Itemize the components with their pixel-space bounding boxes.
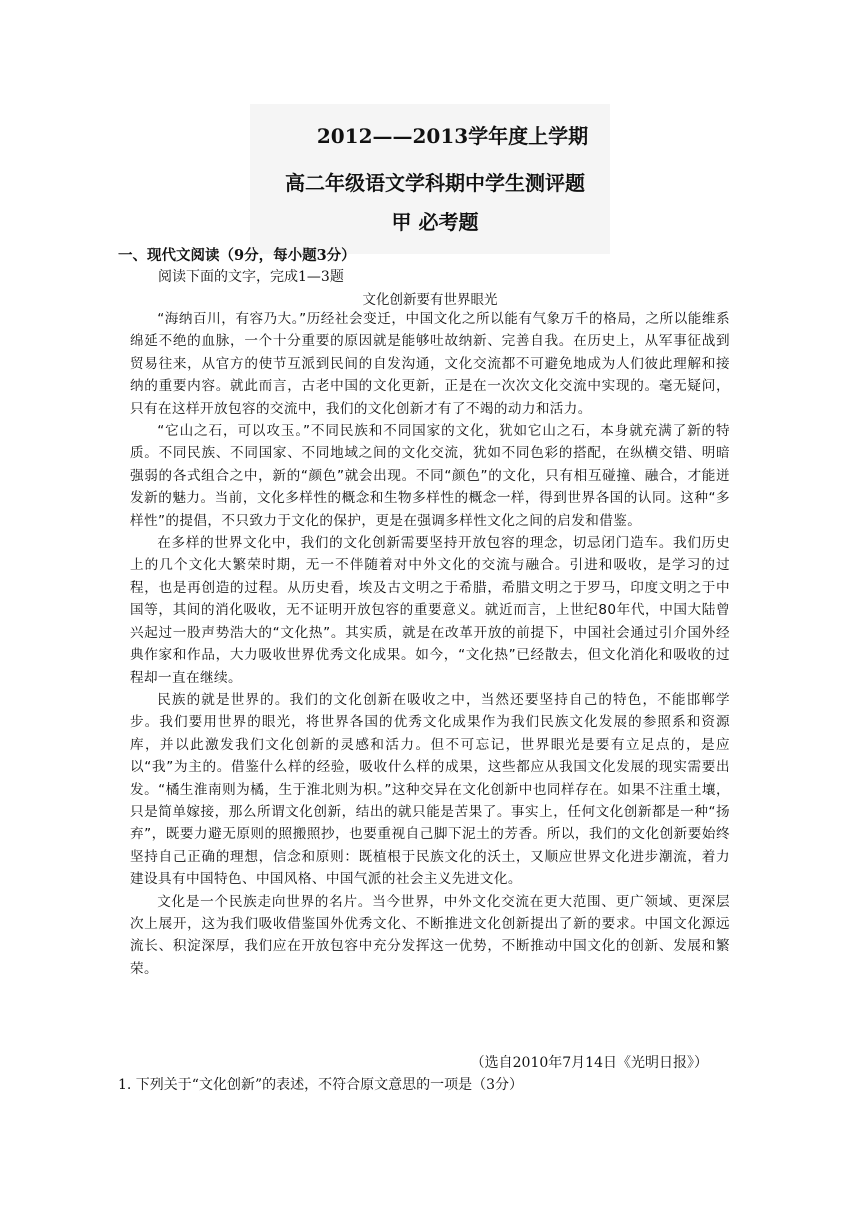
article-paragraph: “海纳百川，有容乃大。”历经社会变迁，中国文化之所以能有气象万千的格局，之所以能维系绵延不绝的血脉，一个十分重要的原因就是能够吐故纳新、完善自我。在历史上，从军事征战到贸易往来，从官方的使节互派到民间的自发沟通，文化交流都不可避免地成为人们彼此理解和接纳的重要内容。就此而言，古老中国的文化更新，正是在一次次文化交流中实现的。毫无疑问，只有在这样开放包容的交流中，我们的文化创新才有了不竭的动力和活力。 — [130, 311, 730, 417]
article-body — [130, 308, 730, 980]
article-title: 文化创新要有世界眼光 — [362, 292, 498, 308]
exam-title: 高二年级语文学科期中学生测评题 — [285, 171, 585, 195]
reading-instruction: 阅读下面的文字，完成1—3题 — [158, 269, 344, 285]
year-line: 2012——2013学年度上学期 — [316, 124, 589, 148]
article-paragraph: 在多样的世界文化中，我们的文化创新需要坚持开放包容的理念，切忌闭门造车。我们历史上的几个文化大繁荣时期，无一不伴随着对中外文化的交流与融合。引进和吸收，是学习的过程，也是再创造的过程。从历史看，埃及古文明之于希腊，希腊文明之于罗马，印度文明之于中国等，其间的消化吸收，无不证明开放包容的重要意义。就近而言，上世纪80年代，中国大陆曾兴起过一股声势浩大的“文化热”。其实质，就是在改革开放的前提下，中国社会通过引介国外经典作家和作品，大力吸收世界优秀文化成果。如今，“文化热”已经散去，但文化消化和吸收的过程却一直在继续。 — [130, 535, 730, 686]
article-paragraph: “它山之石，可以攻玉。”不同民族和不同国家的文化，犹如它山之石，本身就充满了新的特质。不同民族、不同国家、不同地域之间的文化交流，犹如不同色彩的搭配，在纵横交错、明暗强弱的各式组合之中，新的“颜色”就会出现。不同“颜色”的文化，只有相互碰撞、融合，才能迸发新的魅力。当前，文化多样性的概念和生物多样性的概念一样，得到世界各国的认同。这种“多样性”的提倡，不只致力于文化的保护，更是在强调多样性文化之间的启发和借鉴。 — [130, 423, 730, 529]
article-paragraph: 文化是一个民族走向世界的名片。当今世界，中外文化交流在更大范围、更广领域、更深层次上展开，这为我们吸收借鉴国外优秀文化、不断推进文化创新提出了新的要求。中国文化源远流长、积淀深厚，我们应在开放包容中充分发挥这一优势，不断推动中国文化的创新、发展和繁荣。 — [130, 893, 730, 977]
question-1: 1. 下列关于“文化创新”的表述，不符合原文意思的一项是（3分） — [118, 1077, 524, 1093]
article-paragraph: 民族的就是世界的。我们的文化创新在吸收之中，当然还要坚持自己的特色，不能邯郸学步。我们要用世界的眼光，将世界各国的优秀文化成果作为我们民族文化发展的参照系和资源库，并以此激发我们文化创新的灵感和活力。但不可忘记，世界眼光是要有立足点的，是应以“我”为主的。借鉴什么样的经验，吸收什么样的成果，这些都应从我国文化发展的现实需要出发。“橘生淮南则为橘，生于淮北则为枳。”这种交异在文化创新中也同样存在。如果不注重土壤，只是简单嫁接，那么所谓文化创新，结出的就只能是苦果了。事实上，任何文化创新都是一种“扬弃”，既要力避无原则的照搬照抄，也要重视自己脚下泥土的芳香。所以，我们的文化创新要始终坚持自己正确的理想，信念和原则：既植根于民族文化的沃土，又顺应世界文化进步潮流，着力建设具有中国特色、中国风格、中国气派的社会主义先进文化。 — [130, 691, 730, 888]
part-title: 甲 必考题 — [391, 210, 479, 234]
section-heading: 一、现代文阅读（9分，每小题3分） — [118, 247, 356, 264]
article-source: （选自2010年7月14日《光明日报》） — [470, 1055, 708, 1071]
